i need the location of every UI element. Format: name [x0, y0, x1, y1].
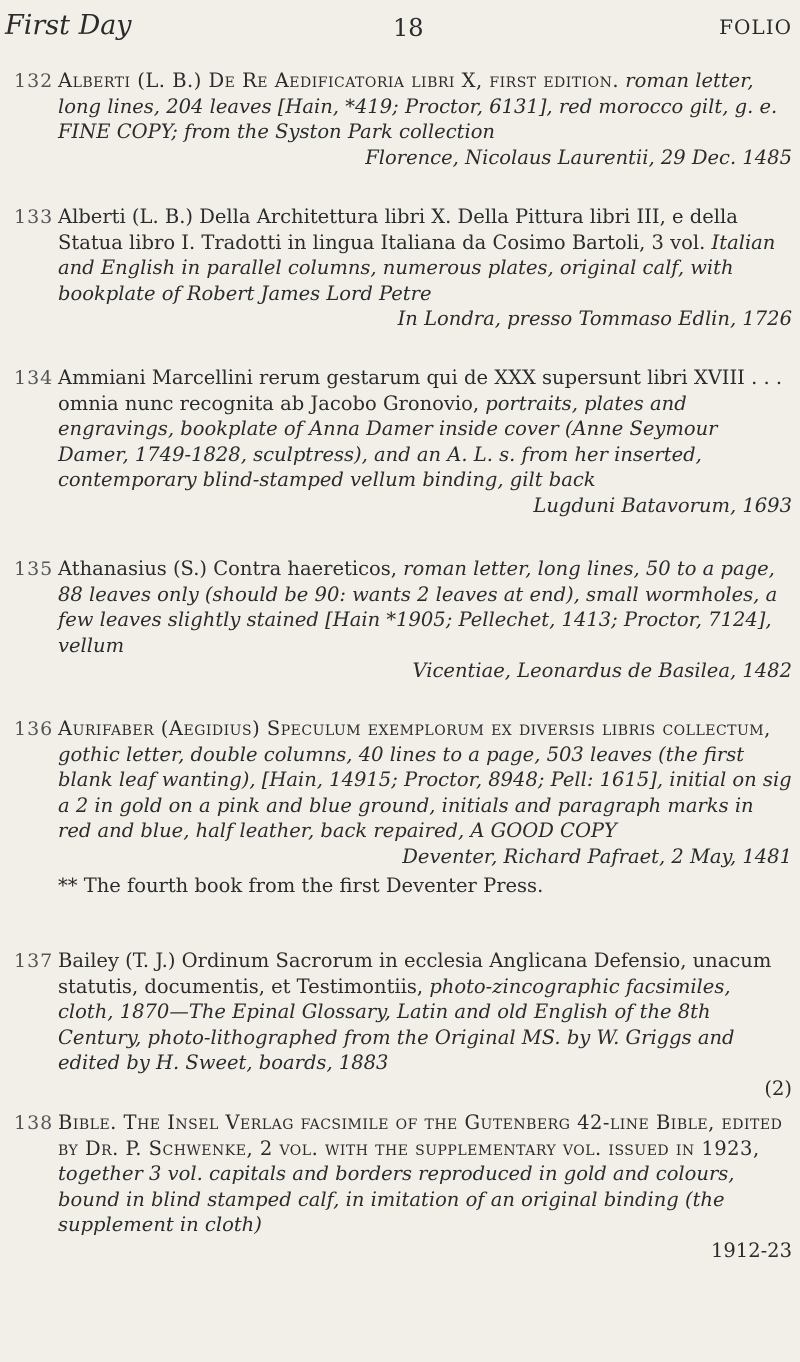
lot-description [58, 716, 792, 899]
lot-number: 135 [14, 558, 54, 580]
lot-number: 133 [14, 206, 54, 228]
lot-details: photo-zincographic facsimiles, cloth, 1870—The Epinal Glossary, Latin and old English of the 8th Century, photo-lithographed from the Original MS. by W. Griggs and edited by H. Sweet, boards, 1883 [58, 974, 735, 1074]
lot-description [58, 1110, 792, 1263]
lot-imprint: Florence, Nicolaus Laurentii, 29 Dec. 1485 [365, 145, 792, 169]
lot-138 [14, 1110, 792, 1263]
lot-imprint: Deventer, Richard Pafraet, 2 May, 1481 [402, 844, 792, 868]
lot-137 [14, 948, 792, 1101]
lot-details: roman letter, long lines, 204 leaves [Hain, *419; Proctor, 6131], red morocco gilt, g. e. FINE COPY; [58, 69, 778, 143]
lot-note: ** The fourth book from the first Deventer Press. [58, 874, 544, 897]
lot-title: Aurifaber (Aegidius) Speculum exemplorum ex diversis libris collectum, [58, 717, 771, 740]
lot-title: Alberti (L. B.) Della Architettura libri X. Della Pittura libri III, e della Statua libro I. Tradotti in lingua Italiana da Cosimo Bartoli, 3 vol. [58, 205, 738, 254]
page-header [5, 10, 792, 50]
lot-description [58, 204, 792, 332]
lot-title: Bailey (T. J.) Ordinum Sacrorum in ecclesia Anglicana Defensio, unacum statutis, documentis, et Testimontiis, [58, 949, 772, 998]
lot-details: Italian and English in parallel columns, numerous plates, original calf, with bookplate of Robert James Lord Petre [58, 230, 776, 305]
lot-description [58, 68, 792, 170]
lot-description [58, 365, 792, 518]
lot-count: (2) [764, 1076, 792, 1100]
lot-number: 134 [14, 367, 54, 389]
lot-title: Bible. The Insel Verlag facsimile of the Gutenberg 42-line Bible, edited by Dr. P. Schwenke, 2 vol. with the supplementary vol. issued in 1923, [58, 1111, 783, 1160]
lot-135 [14, 556, 792, 684]
lot-provenance: from the Syston Park collection [184, 120, 495, 143]
lot-details: together 3 vol. capitals and borders reproduced in gold and colours, bound in blind stamped calf, in imitation of an original binding (the supplement in cloth) [58, 1162, 735, 1236]
lot-title: Alberti (L. B.) De Re Aedificatoria libri X, first edition. [58, 69, 620, 92]
day-title: First Day [5, 10, 132, 41]
lot-133 [14, 204, 792, 332]
lot-imprint: Vicentiae, Leonardus de Basilea, 1482 [412, 659, 792, 682]
lot-136 [14, 716, 792, 899]
lot-134 [14, 365, 792, 518]
lot-title: Ammiani Marcellini rerum gestarum qui de XXX supersunt libri XVIII . . . omnia nunc recognita ab Jacobo Gronovio, [58, 366, 783, 415]
lot-number: 137 [14, 950, 54, 972]
lot-imprint: In Londra, presso Tommaso Edlin, 1726 [397, 307, 792, 330]
lot-details: gothic letter, double columns, 40 lines to a page, 503 leaves (the first blank leaf wanting), [Hain, 14915; Proctor, 8948; Pell: 1615], initial on sig a 2 in gold on a pink and blue ground, initials and paragraph marks in red and blue, half leather, back repaired, A GOOD COPY [58, 742, 792, 842]
lot-imprint: 1912-23 [710, 1238, 792, 1262]
lot-description [58, 948, 792, 1101]
page-number: 18 [393, 14, 424, 42]
lot-details: portraits, plates and engravings, bookplate of Anna Damer inside cover (Anne Seymour Damer, 1749-1828, sculptress), and an A. L. s. from her inserted, contemporary blind-stamped vellum binding, gilt back [58, 391, 718, 491]
lot-imprint: Lugduni Batavorum, 1693 [533, 493, 792, 517]
lot-title: Athanasius (S.) Contra haereticos, [58, 557, 397, 580]
format-label: FOLIO [719, 15, 792, 39]
lot-132 [14, 68, 792, 170]
lot-number: 132 [14, 70, 54, 92]
lot-details: roman letter, long lines, 50 to a page, 88 leaves only (should be 90: wants 2 leaves at end), small wormholes, a few leaves slightly stained [Hain *1905; Pellechet, 1413; Proctor, 7124], vellum [58, 557, 778, 657]
lot-description [58, 556, 792, 684]
lot-number: 136 [14, 718, 54, 740]
lot-number: 138 [14, 1112, 54, 1134]
